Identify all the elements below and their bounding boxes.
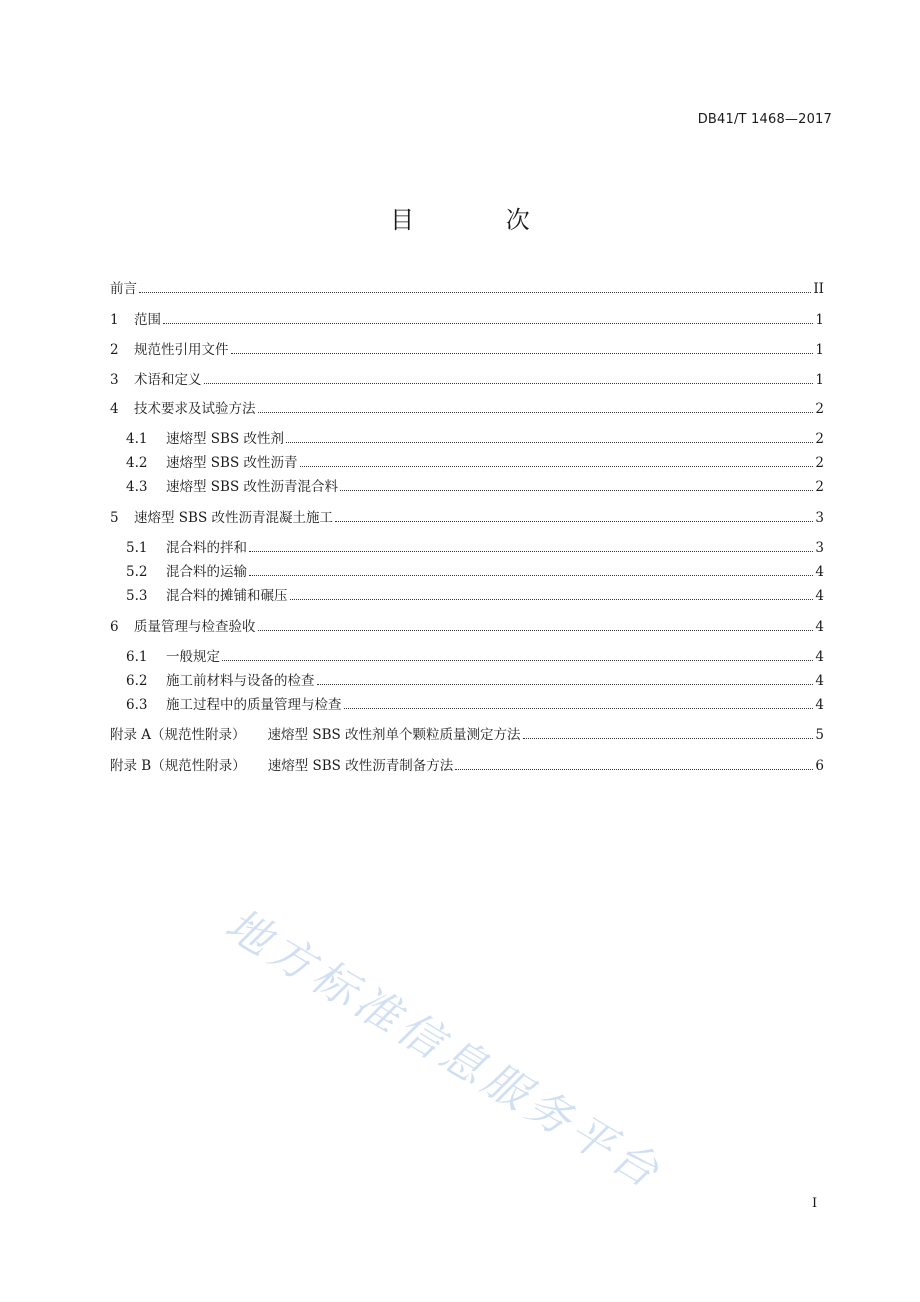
toc-leader-dots [317, 684, 814, 685]
toc-entry-page: 2 [815, 431, 824, 447]
toc-entry-page: II [813, 281, 824, 297]
toc-entry-text: 质量管理与检查验收 [134, 619, 256, 635]
toc-leader-dots [222, 660, 813, 661]
toc-entry-text: 混合料的拌和 [166, 540, 247, 556]
toc-entry-page: 6 [815, 758, 824, 774]
toc-entry-number: 4.1 [126, 431, 148, 447]
toc-entry-page: 2 [815, 479, 824, 495]
toc-leader-dots [258, 630, 814, 631]
toc-entry-page: 2 [815, 401, 824, 417]
toc-entry-5-3[interactable] [126, 587, 824, 605]
watermark: 地方标准信息服务平台 [216, 898, 672, 1201]
toc-entry-text: 速熔型 SBS 改性沥青 [166, 455, 298, 471]
toc-entry-text: 混合料的运输 [166, 564, 247, 580]
toc-entry-6[interactable] [110, 618, 824, 636]
toc-entry-number: 5.1 [126, 540, 148, 556]
toc-entry-4-3[interactable] [126, 478, 824, 496]
toc-entry-page: 4 [815, 649, 824, 665]
toc-entry-text: 前言 [110, 281, 137, 297]
toc-entry-number: 5 [110, 510, 119, 526]
toc-entry-text: 施工前材料与设备的检查 [166, 673, 315, 689]
toc-leader-dots [523, 738, 814, 739]
toc-entry-page: 4 [815, 588, 824, 604]
toc-entry-5-2[interactable] [126, 563, 824, 581]
toc-entry-page: 3 [815, 510, 824, 526]
toc-leader-dots [340, 490, 813, 491]
toc-entry-2[interactable] [110, 341, 824, 359]
toc-entry-page: 4 [815, 564, 824, 580]
toc-entry-appendix-a[interactable] [110, 726, 824, 744]
toc-leader-dots [286, 442, 813, 443]
toc-entry-number: 5.2 [126, 564, 148, 580]
toc-entry-1[interactable] [110, 311, 824, 329]
toc-entry-6-3[interactable] [126, 696, 824, 714]
toc-leader-dots [249, 575, 813, 576]
toc-entry-number: 6.2 [126, 673, 148, 689]
toc-entry-text: 速熔型 SBS 改性沥青制备方法 [267, 758, 454, 774]
toc-entry-number: 5.3 [126, 588, 148, 604]
toc-entry-number: 4.3 [126, 479, 148, 495]
toc-leader-dots [335, 521, 813, 522]
toc-entry-text: 术语和定义 [134, 372, 202, 388]
toc-leader-dots [455, 769, 813, 770]
toc-entry-text: 速熔型 SBS 改性剂单个颗粒质量测定方法 [267, 727, 521, 743]
toc-entry-4-1[interactable] [126, 430, 824, 448]
toc-entry-number: 4.2 [126, 455, 148, 471]
toc-entry-3[interactable] [110, 371, 824, 389]
toc-entry-page: 1 [815, 372, 824, 388]
toc-entry-text: 规范性引用文件 [134, 342, 229, 358]
toc-entry-appendix-b[interactable] [110, 757, 824, 775]
toc-entry-page: 3 [815, 540, 824, 556]
toc-entry-number: 6 [110, 619, 119, 635]
toc-entry-6-2[interactable] [126, 672, 824, 690]
toc-entry-number: 6.1 [126, 649, 148, 665]
toc-entry-text: 速熔型 SBS 改性沥青混合料 [166, 479, 338, 495]
toc-leader-dots [344, 708, 814, 709]
toc-entry-page: 4 [815, 673, 824, 689]
toc-entry-number: 附录 A（规范性附录） [110, 727, 246, 743]
toc-entry-number: 1 [110, 312, 119, 328]
toc-entry-number: 4 [110, 401, 119, 417]
toc-entry-4[interactable] [110, 400, 824, 418]
toc-entry-text: 一般规定 [166, 649, 220, 665]
toc-entry-5[interactable] [110, 509, 824, 527]
page-title: 目 次 [390, 206, 572, 234]
toc-entry-number: 3 [110, 372, 119, 388]
toc-entry-text: 速熔型 SBS 改性沥青混凝土施工 [134, 510, 333, 526]
toc-leader-dots [258, 412, 814, 413]
toc-entry-text: 混合料的摊铺和碾压 [166, 588, 288, 604]
toc-entry-number: 附录 B（规范性附录） [110, 758, 246, 774]
toc-entry-page: 4 [815, 619, 824, 635]
toc-entry-foreword[interactable] [110, 280, 824, 298]
toc-leader-dots [139, 292, 811, 293]
toc-entry-number: 2 [110, 342, 119, 358]
toc-entry-page: 4 [815, 697, 824, 713]
toc-leader-dots [231, 353, 814, 354]
toc-leader-dots [300, 466, 814, 467]
toc-entry-page: 1 [815, 312, 824, 328]
document-code: DB41/T 1468—2017 [697, 112, 832, 127]
toc-entry-page: 5 [815, 727, 824, 743]
toc-entry-page: 1 [815, 342, 824, 358]
toc-entry-4-2[interactable] [126, 454, 824, 472]
toc-entry-6-1[interactable] [126, 648, 824, 666]
toc-entry-text: 范围 [134, 312, 161, 328]
toc-entry-5-1[interactable] [126, 539, 824, 557]
toc-entry-number: 6.3 [126, 697, 148, 713]
toc-leader-dots [204, 383, 814, 384]
toc-leader-dots [163, 323, 813, 324]
toc-leader-dots [249, 551, 813, 552]
page-number: I [812, 1196, 818, 1211]
toc-entry-text: 技术要求及试验方法 [134, 401, 256, 417]
toc-entry-text: 施工过程中的质量管理与检查 [166, 697, 342, 713]
toc-entry-text: 速熔型 SBS 改性剂 [166, 431, 284, 447]
toc-entry-page: 2 [815, 455, 824, 471]
toc-leader-dots [290, 599, 814, 600]
